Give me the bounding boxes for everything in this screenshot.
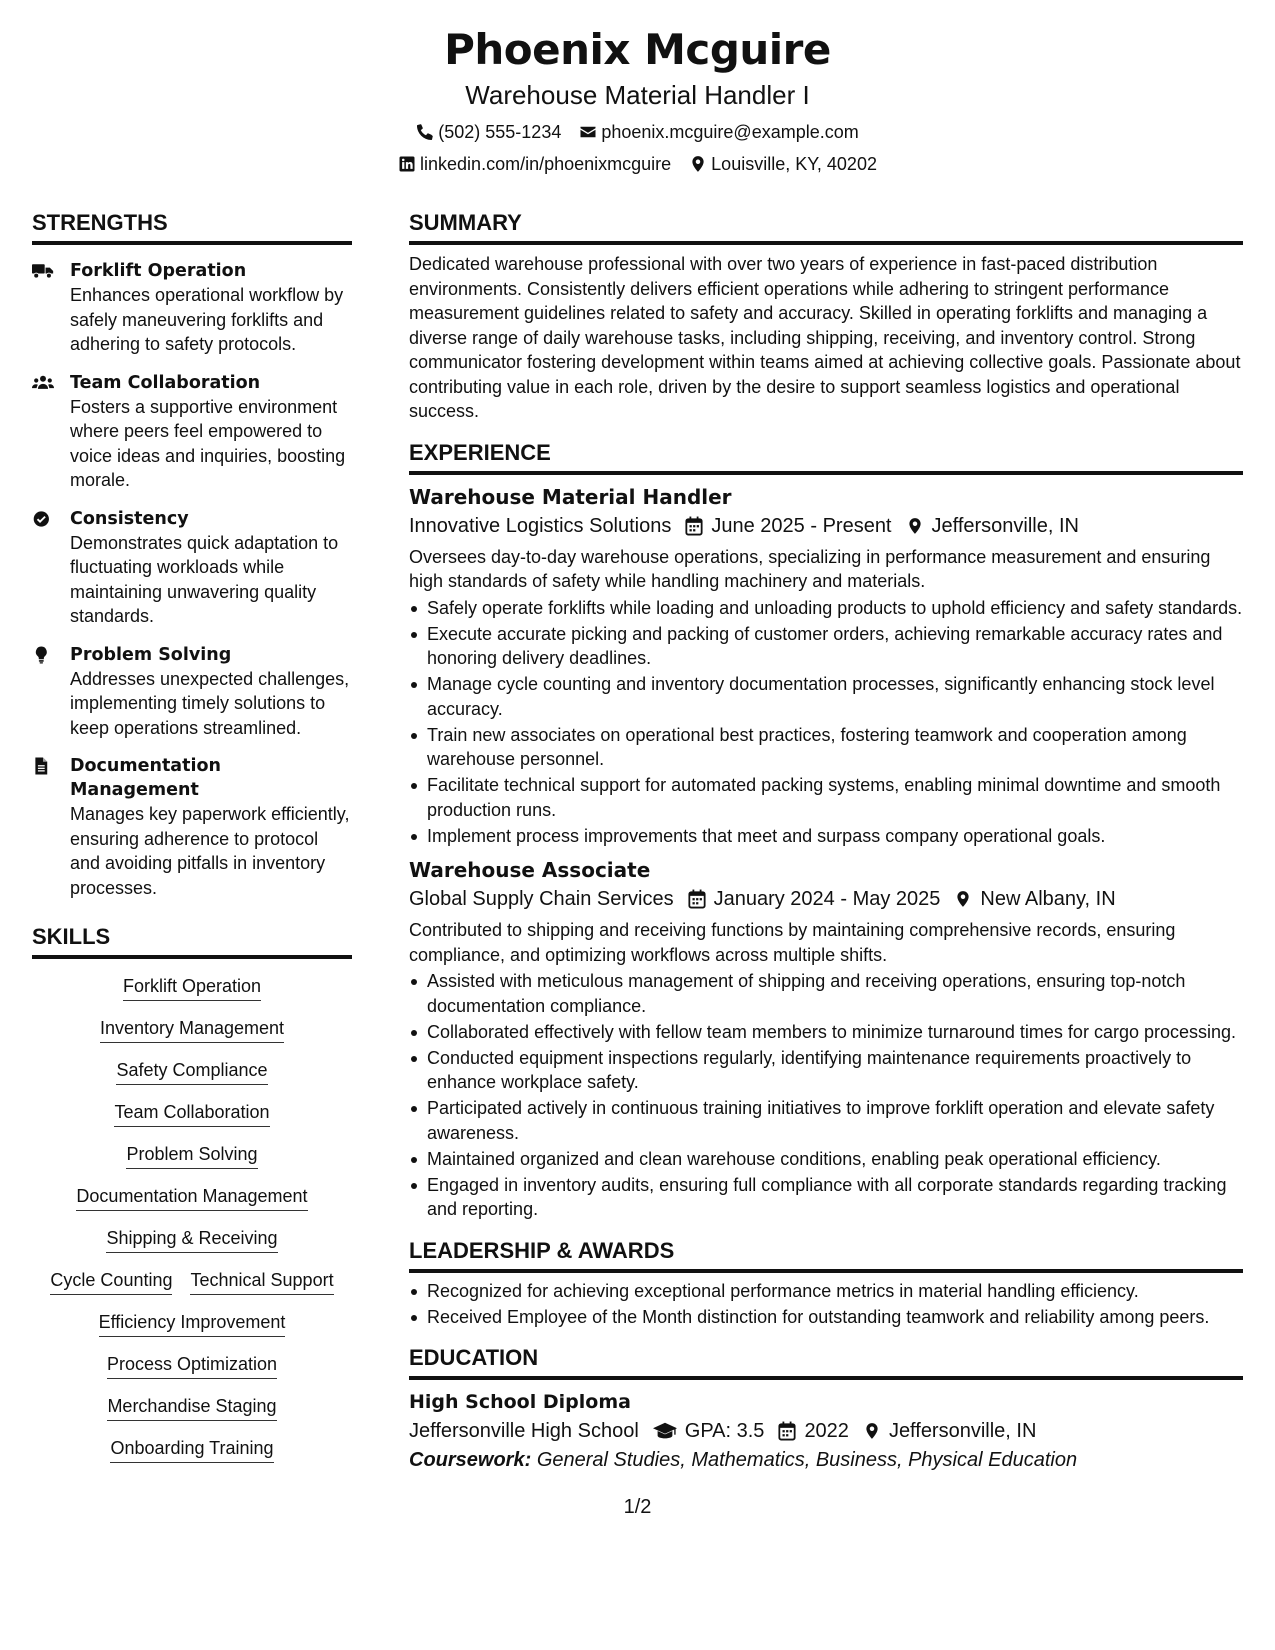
candidate-title: Warehouse Material Handler I [465, 80, 810, 110]
list-item: Recognized for achieving exceptional performance metrics in material handling efficiency. [409, 1279, 1243, 1304]
skill-tag: Forklift Operation [123, 973, 261, 1001]
skill-tag: Efficiency Improvement [99, 1309, 286, 1337]
list-item: Execute accurate picking and packing of customer orders, achieving remarkable accuracy rates and honoring delivery deadlines. [409, 622, 1243, 671]
skills-row [32, 1351, 352, 1379]
summary-heading: SUMMARY [409, 208, 1243, 245]
job-title: Warehouse Material Handler [409, 484, 732, 509]
phone-text: (502) 555-1234 [438, 122, 562, 142]
calendar-icon [778, 1421, 796, 1441]
list-item: Train new associates on operational best practices, fostering teamwork and cooperation among warehouse personnel. [409, 723, 1243, 772]
education-heading: EDUCATION [409, 1343, 1243, 1380]
experience-heading: EXPERIENCE [409, 438, 1243, 475]
strength-desc: Fosters a supportive environment where peers feel empowered to voice ideas and inquiries, boosting morale. [70, 396, 346, 490]
degree-title: High School Diploma [409, 1391, 631, 1413]
leadership-heading: LEADERSHIP & AWARDS [409, 1236, 1243, 1273]
strength-item [32, 507, 352, 629]
job-bullets [409, 596, 1243, 849]
check-circle-icon [32, 509, 54, 529]
list-item: Implement process improvements that meet and surpass company operational goals. [409, 824, 1243, 849]
contact-row-2 [0, 152, 1275, 176]
job-dates: June 2025 - Present [711, 514, 892, 537]
skills-row [32, 1057, 352, 1085]
job-location: Jeffersonville, IN [931, 514, 1079, 537]
education-location: Jeffersonville, IN [888, 1420, 1037, 1442]
skills-row [32, 1015, 352, 1043]
school-name: Jeffersonville High School [409, 1420, 639, 1442]
list-item: Conducted equipment inspections regularly, identifying maintenance requirements proactively to enhance workplace safety. [409, 1046, 1243, 1095]
skill-tag: Technical Support [190, 1267, 333, 1295]
job-company: Global Supply Chain Services [409, 888, 674, 910]
skill-tag: Shipping & Receiving [106, 1225, 277, 1253]
contact-email[interactable] [579, 120, 858, 144]
map-pin-icon [906, 516, 924, 536]
job-description: Oversees day-to-day warehouse operations, specializing in performance measurement and ensuring high standards of safety while handling machinery and materials. [409, 546, 1211, 591]
map-pin-icon [689, 155, 707, 173]
skill-tag: Documentation Management [76, 1183, 307, 1211]
calendar-icon [688, 889, 706, 909]
strength-item [32, 259, 352, 357]
skills-heading: SKILLS [32, 922, 352, 959]
strength-item [32, 371, 352, 493]
skills-row [32, 1435, 352, 1463]
users-icon [32, 373, 54, 393]
coursework [409, 1446, 1243, 1474]
strengths-heading: STRENGTHS [32, 208, 352, 245]
strength-desc: Addresses unexpected challenges, implementing timely solutions to keep operations streamlined. [70, 668, 350, 738]
skills-row [32, 1141, 352, 1169]
gpa-text: GPA: 3.5 [684, 1420, 765, 1442]
list-item: Assisted with meticulous management of shipping and receiving operations, ensuring top-notch documentation compliance. [409, 969, 1243, 1018]
linkedin-text[interactable]: linkedin.com/in/phoenixmcguire [420, 154, 672, 174]
job-title: Warehouse Associate [409, 858, 651, 882]
page-number: 1/2 [623, 1496, 652, 1518]
envelope-icon [579, 123, 597, 141]
skill-tag: Safety Compliance [116, 1057, 267, 1085]
job-meta [409, 511, 1243, 541]
strength-title: Documentation Management [70, 756, 221, 800]
job-dates: January 2024 - May 2025 [713, 888, 941, 910]
skill-tag: Team Collaboration [114, 1099, 269, 1127]
job-company: Innovative Logistics Solutions [409, 514, 672, 537]
list-item: Collaborated effectively with fellow team members to minimize turnaround times for cargo processing. [409, 1020, 1243, 1045]
list-item: Manage cycle counting and inventory documentation processes, significantly enhancing stock level accuracy. [409, 672, 1243, 721]
email-text[interactable]: phoenix.mcguire@example.com [601, 122, 859, 142]
contact-phone [416, 120, 561, 144]
skills-row [32, 1099, 352, 1127]
lightbulb-icon [32, 645, 54, 665]
leadership-list [409, 1279, 1243, 1330]
list-item: Facilitate technical support for automated packing systems, enabling minimal downtime and smooth production runs. [409, 773, 1243, 822]
location-text: Louisville, KY, 40202 [711, 154, 877, 174]
job-description: Contributed to shipping and receiving functions by maintaining comprehensive records, ensuring compliance, and optimizing workflows across multiple shifts. [409, 920, 1176, 965]
job-entry [409, 483, 1243, 849]
strength-title: Consistency [70, 508, 189, 529]
contact-location [689, 152, 877, 176]
document-icon [32, 756, 54, 776]
phone-icon [416, 123, 434, 141]
candidate-name: Phoenix Mcguire [444, 25, 831, 74]
strength-desc: Demonstrates quick adaptation to fluctuating workloads while maintaining unwavering quality standards. [70, 532, 339, 626]
linkedin-icon [398, 155, 416, 173]
skills-row [32, 1309, 352, 1337]
skill-tag: Merchandise Staging [107, 1393, 276, 1421]
skill-tag: Onboarding Training [110, 1435, 273, 1463]
strength-desc: Enhances operational workflow by safely maneuvering forklifts and adhering to safety protocols. [70, 285, 344, 354]
strength-item [32, 643, 352, 741]
skills-row [32, 1393, 352, 1421]
list-item: Safely operate forklifts while loading and unloading products to uphold efficiency and safety standards. [409, 596, 1243, 621]
strength-desc: Manages key paperwork efficiently, ensuring adherence to protocol and avoiding pitfalls in inventory processes. [70, 804, 350, 898]
skills-row [32, 1267, 352, 1295]
map-pin-icon [954, 889, 972, 909]
list-item: Received Employee of the Month distinction for outstanding teamwork and reliability among peers. [409, 1305, 1243, 1330]
list-item: Engaged in inventory audits, ensuring full compliance with all corporate standards regarding tracking and reporting. [409, 1173, 1243, 1222]
contact-row-1 [0, 120, 1275, 144]
skill-tag: Process Optimization [107, 1351, 277, 1379]
map-pin-icon [863, 1421, 881, 1441]
job-entry [409, 856, 1243, 1222]
education-year: 2022 [804, 1420, 849, 1442]
strength-title: Team Collaboration [70, 372, 261, 393]
education-meta [409, 1416, 1243, 1446]
skills-row [32, 1225, 352, 1253]
strength-title: Problem Solving [70, 644, 232, 665]
skill-tag: Cycle Counting [50, 1267, 172, 1295]
coursework-text: General Studies, Mathematics, Business, Physical Education [536, 1449, 1078, 1471]
right-column [409, 208, 1243, 1474]
resume-header [0, 22, 1275, 176]
graduation-cap-icon [653, 1421, 677, 1441]
left-column [32, 208, 352, 1463]
skills-row [32, 973, 352, 1001]
summary-text: Dedicated warehouse professional with over two years of experience in fast-paced distribution environments. Consistently delivers efficient operations while adhering to stringent performance measurement guidelines related to safety and accuracy. Skilled in operating forklifts and managing a diverse range of daily warehouse tasks, including shipping, receiving, and inventory control. Strong communicator fostering development within teams aimed at achieving collective goals. Passionate about contributing value in each role, driven by the desire to support seamless logistics and operational success. [409, 254, 1241, 421]
truck-icon [32, 261, 54, 281]
coursework-label: Coursework: [409, 1449, 532, 1471]
list-item: Maintained organized and clean warehouse conditions, enabling peak operational efficiency. [409, 1147, 1243, 1172]
contact-linkedin[interactable] [398, 152, 671, 176]
skill-tag: Inventory Management [100, 1015, 284, 1043]
strength-item [32, 754, 352, 900]
skills-list [32, 973, 352, 1463]
job-meta [409, 884, 1243, 914]
calendar-icon [685, 516, 703, 536]
list-item: Participated actively in continuous training initiatives to improve forklift operation and elevate safety awareness. [409, 1096, 1243, 1145]
job-bullets [409, 969, 1243, 1222]
skills-row [32, 1183, 352, 1211]
strength-title: Forklift Operation [70, 261, 247, 281]
job-location: New Albany, IN [980, 888, 1116, 910]
skill-tag: Problem Solving [126, 1141, 257, 1169]
